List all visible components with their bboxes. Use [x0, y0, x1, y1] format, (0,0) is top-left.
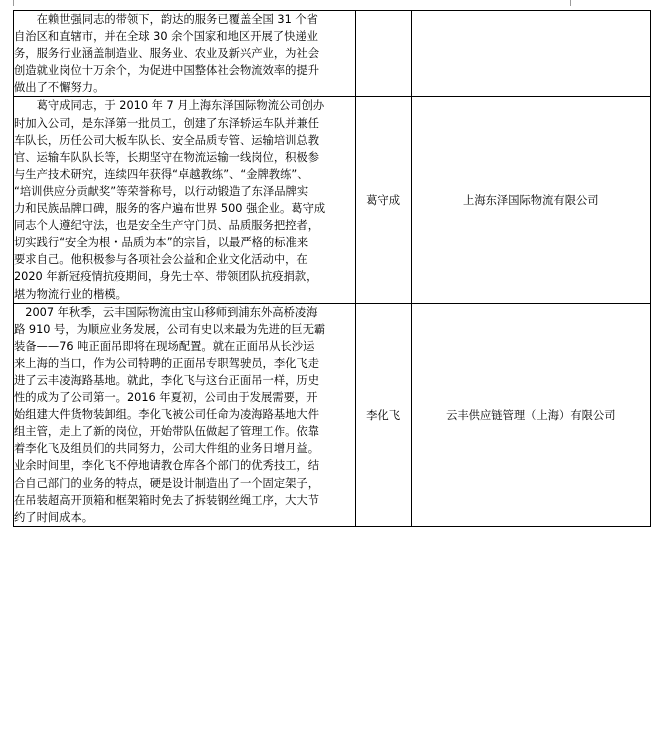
organization-cell: 云丰供应链管理（上海）有限公司	[411, 303, 650, 526]
description-line: 合自己部门的业务的特点，硬是设计制造出了一个固定架子，	[14, 476, 320, 490]
organization-cell	[411, 11, 650, 97]
table-row	[14, 11, 651, 97]
description-line: 装备——76 吨正面吊即将在现场配置。就在正面吊从长沙运	[14, 339, 315, 353]
person-name-cell	[355, 11, 411, 97]
description-line: 车队长，历任公司大板车队长、安全品质专管、运输培训总教	[14, 133, 320, 147]
description-line: 在赖世强同志的带领下，韵达的服务已覆盖全国 31 个省	[14, 13, 318, 26]
description-line: 路 910 号，为顺应业务发展，公司有史以来最为先进的巨无霸	[14, 322, 326, 336]
description-cell	[14, 11, 356, 97]
description-line: “培训供应分贡献奖”等荣誉称号，以行动锻造了东泽品牌实	[14, 184, 309, 198]
description-line: 同志个人遵纪守法，也是安全生产守门员、品质服务把控者，	[14, 219, 320, 233]
description-line: 时加入公司，是东泽第一批员工，创建了东泽轿运车队并兼任	[14, 116, 320, 130]
description-line: 力和民族品牌口碑，服务的客户遍布世界 500 强企业。葛守成	[14, 202, 326, 216]
table-row	[14, 303, 651, 526]
description-line: 葛守成同志，于 2010 年 7 月上海东泽国际物流公司创办	[14, 99, 325, 113]
description-line: 着李化飞及组员们的共同努力，公司大件组的业务日增月益。	[14, 442, 320, 456]
description-line: 务，服务行业涵盖制造业、服务业、农业及新兴产业，为社会	[14, 47, 320, 61]
description-line: 性的成为了公司第一。2016 年夏初，公司由于发展需要，开	[14, 391, 318, 405]
description-line: 组主管，走上了新的岗位，开始带队伍做起了管理工作。依靠	[14, 425, 320, 439]
description-line: 自治区和直辖市，并在全球 30 余个国家和地区开展了快递业	[14, 30, 318, 44]
description-line: 来上海的当口，作为公司特聘的正面吊专职驾驶员，李化飞走	[14, 356, 320, 370]
table-row	[14, 97, 651, 303]
description-line: 堪为物流行业的楷模。	[14, 287, 127, 301]
description-line: 2020 年新冠疫情抗疫期间，身先士卒、带领团队抗疫捐款，	[14, 270, 318, 284]
description-line: 做出了不懈努力。	[14, 81, 105, 95]
person-name-cell: 李化飞	[355, 303, 411, 526]
page-corner-mark-right	[570, 0, 571, 6]
description-line: 切实践行“安全为根・品质为本”的宗旨，以最严格的标准来	[14, 236, 309, 250]
description-line: 在吊装超高开顶箱和框架箱时免去了拆装钢丝绳工序，大大节	[14, 493, 320, 507]
description-line: 约了时间成本。	[14, 510, 94, 524]
award-table	[13, 10, 651, 527]
description-line: 要求自己。他积极参与各项社会公益和企业文化活动中，在	[14, 253, 308, 267]
description-line: 创造就业岗位十万余个，为促进中国整体社会物流效率的提升	[14, 64, 320, 78]
person-name-cell: 葛守成	[355, 97, 411, 303]
page-corner-mark-left	[13, 0, 14, 6]
description-line: 官、运输车队队长等，长期坚守在物流运输一线岗位，积极参	[14, 150, 320, 164]
description-line: 2007 年秋季，云丰国际物流由宝山移师到浦东外高桥凌海	[14, 305, 318, 319]
description-line: 业余时间里，李化飞不停地请教仓库各个部门的优秀技工，结	[14, 459, 320, 473]
description-cell	[14, 303, 356, 526]
description-line: 始组建大件货物装卸组。李化飞被公司任命为凌海路基地大件	[14, 408, 320, 422]
organization-cell: 上海东泽国际物流有限公司	[411, 97, 650, 303]
description-line: 与生产技术研究，连续四年获得“卓越教练”、“金牌教练”、	[14, 167, 309, 181]
description-line: 进了云丰凌海路基地。就此，李化飞与这台正面吊一样，历史	[14, 373, 320, 387]
description-cell	[14, 97, 356, 303]
